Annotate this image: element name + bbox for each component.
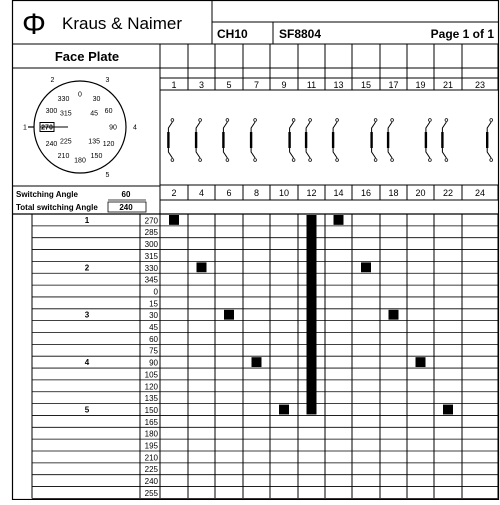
terminal-number-top: 17 — [388, 80, 399, 90]
terminal-dot — [254, 119, 257, 122]
terminal-number-bottom: 8 — [253, 188, 260, 198]
terminal-dot — [226, 119, 229, 122]
table-row — [145, 453, 159, 462]
dial-angle-label: 30 — [92, 95, 101, 103]
contact-3-4-icon — [196, 119, 201, 162]
terminal-dot — [336, 159, 339, 162]
contact-19-20-icon — [426, 119, 431, 162]
terminal-number-bottom: 20 — [415, 188, 426, 198]
dial-angle-label: 225 — [60, 138, 72, 146]
terminal-dot — [171, 159, 174, 162]
row-angle: 135 — [144, 394, 158, 404]
part-number: SF8804 — [279, 27, 322, 41]
switching-angle-value: 60 — [121, 190, 131, 199]
table-row — [145, 276, 159, 285]
table-row — [145, 442, 159, 451]
row-position: 4 — [84, 358, 90, 368]
terminal-dot — [391, 119, 394, 122]
row-angle: 225 — [144, 465, 158, 475]
terminal-number-bottom: 16 — [360, 188, 372, 198]
terminal-number-bottom: 24 — [474, 188, 486, 198]
terminal-number-top: 3 — [198, 80, 205, 90]
terminal-number-top: 7 — [253, 80, 260, 90]
terminal-dot — [445, 159, 448, 162]
contact-5-6-icon — [223, 119, 228, 162]
row-angle: 90 — [149, 358, 158, 368]
closed-contact-mark — [224, 310, 234, 320]
closed-contact-mark — [169, 215, 179, 225]
table-row — [85, 311, 159, 321]
table-row — [149, 299, 158, 308]
row-angle: 345 — [144, 275, 158, 285]
terminal-number-bottom: 18 — [388, 188, 399, 198]
closed-contact-mark — [252, 357, 262, 367]
dial-angle-label: 300 — [45, 108, 58, 115]
table-row — [145, 240, 159, 249]
terminal-number-bottom: 14 — [333, 188, 344, 198]
dial-position-label: 5 — [105, 172, 110, 180]
dial-position-label: 4 — [133, 124, 137, 132]
closed-contact-mark — [334, 215, 344, 225]
terminal-number-bottom: 6 — [226, 188, 232, 198]
contact-11-12-icon — [306, 119, 311, 162]
row-angle: 60 — [149, 334, 158, 344]
terminal-dot — [374, 159, 377, 162]
table-row — [149, 323, 158, 332]
terminal-dot — [309, 159, 312, 162]
contact-23-24-icon — [487, 119, 492, 162]
dial-angle-label: 135 — [88, 138, 100, 146]
dial-angle-label: 150 — [90, 153, 103, 161]
row-angle: 15 — [149, 299, 158, 309]
total-switching-angle-value: 240 — [119, 203, 133, 212]
dial-angle-label: 315 — [60, 110, 72, 118]
row-position: 5 — [84, 405, 90, 415]
row-position: 2 — [84, 263, 90, 273]
outer-frame — [13, 1, 499, 500]
closed-contact-mark — [443, 405, 453, 415]
terminal-dot — [199, 119, 202, 122]
contact-15-16-icon — [372, 119, 377, 162]
row-angle: 195 — [144, 441, 158, 451]
row-angle: 285 — [144, 228, 158, 238]
row-position: 3 — [84, 310, 90, 320]
terminal-dot — [309, 119, 312, 122]
terminal-dot — [445, 119, 448, 122]
row-angle: 240 — [144, 477, 158, 487]
table-row — [145, 477, 159, 486]
terminal-number-top: 21 — [442, 80, 454, 90]
row-angle: 300 — [144, 240, 158, 250]
row-angle: 270 — [144, 216, 158, 226]
terminal-dot — [171, 119, 174, 122]
row-angle: 210 — [144, 453, 158, 463]
row-angle: 165 — [144, 417, 158, 427]
terminal-number-bottom: 4 — [198, 188, 205, 198]
dial-angle-label: 45 — [90, 110, 99, 118]
terminal-number-top: 1 — [171, 80, 177, 90]
dial-angle-label: 0 — [78, 91, 82, 99]
table-row — [145, 465, 159, 474]
terminal-columns — [160, 44, 498, 200]
terminal-dot — [429, 159, 432, 162]
dial-angle-label: 120 — [102, 141, 115, 148]
table-row — [149, 335, 158, 344]
contact-1-2-icon — [168, 119, 173, 162]
row-angle: 330 — [144, 263, 158, 273]
dial-angle-label: 330 — [57, 95, 70, 103]
terminal-dot — [226, 159, 229, 162]
logo-symbol: Φ — [22, 8, 46, 41]
table-row — [145, 394, 159, 403]
terminal-number-bottom: 22 — [442, 188, 454, 198]
terminal-number-top: 9 — [281, 80, 287, 90]
dial-angle-label: 240 — [45, 141, 58, 148]
table-row — [145, 252, 159, 261]
switching-table — [12, 214, 498, 498]
table-row — [85, 216, 159, 226]
contact-21-22-icon — [442, 119, 447, 162]
contact-7-8-icon — [251, 119, 256, 162]
row-angle: 150 — [144, 405, 158, 415]
terminal-dot — [292, 119, 295, 122]
dial-position-label: 3 — [105, 76, 110, 84]
row-angle: 105 — [144, 370, 158, 380]
terminal-number-bottom: 10 — [278, 188, 290, 198]
closed-contact-mark — [416, 357, 426, 367]
contact-9-10-icon — [290, 119, 295, 162]
dial-position-label: 1 — [23, 124, 27, 132]
row-position: 1 — [84, 215, 90, 225]
table-row — [145, 228, 159, 237]
table-row — [145, 382, 159, 391]
table-row — [149, 347, 158, 356]
closed-contact-mark — [389, 310, 399, 320]
table-row — [85, 405, 159, 415]
table-row — [145, 418, 159, 427]
row-angle: 0 — [153, 287, 158, 297]
terminal-dot — [429, 119, 432, 122]
closed-contact-mark — [279, 405, 289, 415]
header — [22, 0, 498, 44]
terminal-dot — [391, 159, 394, 162]
table-row — [85, 358, 159, 368]
row-angle: 180 — [144, 429, 158, 439]
row-angle: 75 — [149, 346, 158, 356]
terminal-dot — [490, 159, 493, 162]
row-angle: 120 — [144, 382, 158, 392]
table-row — [145, 430, 159, 439]
page-indicator: Page 1 of 1 — [430, 27, 494, 41]
terminal-dot — [336, 119, 339, 122]
table-row — [145, 370, 159, 379]
table-row — [145, 489, 159, 498]
model-code: CH10 — [217, 27, 248, 41]
closed-contact-mark — [197, 262, 207, 272]
face-plate-title: Face Plate — [54, 49, 120, 64]
switching-angle-label: Switching Angle — [16, 190, 78, 199]
dial-angle-label: 60 — [104, 108, 113, 115]
terminal-number-top: 5 — [226, 80, 232, 90]
contact-13-14-icon — [333, 119, 338, 162]
switching-angle-block — [12, 186, 160, 212]
brand-name: Kraus & Naimer — [62, 14, 182, 33]
terminal-number-top: 15 — [360, 80, 372, 90]
terminal-number-top: 23 — [474, 80, 486, 90]
terminal-dot — [490, 119, 493, 122]
dial-angle-label: 270 — [41, 124, 53, 132]
dial-position-label: 2 — [50, 76, 55, 84]
terminal-dot — [374, 119, 377, 122]
bridge-bar — [307, 215, 317, 414]
table-row — [154, 287, 159, 296]
terminal-number-top: 19 — [415, 80, 426, 90]
terminal-number-top: 13 — [333, 80, 344, 90]
row-angle: 45 — [149, 323, 158, 332]
terminal-number-bottom: 12 — [306, 188, 317, 198]
terminal-number-bottom: 2 — [171, 188, 177, 198]
dial-angle-label: 90 — [109, 124, 117, 132]
total-switching-angle-label: Total switching Angle — [16, 203, 98, 212]
terminal-dot — [254, 159, 257, 162]
terminal-dot — [199, 159, 202, 162]
terminal-number-top: 11 — [306, 80, 317, 90]
row-angle: 255 — [144, 488, 158, 498]
rotary-dial — [23, 77, 137, 179]
row-angle: 315 — [144, 251, 158, 261]
contact-17-18-icon — [388, 119, 393, 162]
closed-contact-mark — [361, 262, 371, 272]
row-angle: 30 — [149, 311, 158, 321]
terminal-dot — [292, 159, 295, 162]
dial-angle-label: 210 — [57, 153, 70, 161]
dial-angle-label: 180 — [74, 157, 86, 165]
table-row — [85, 263, 159, 273]
